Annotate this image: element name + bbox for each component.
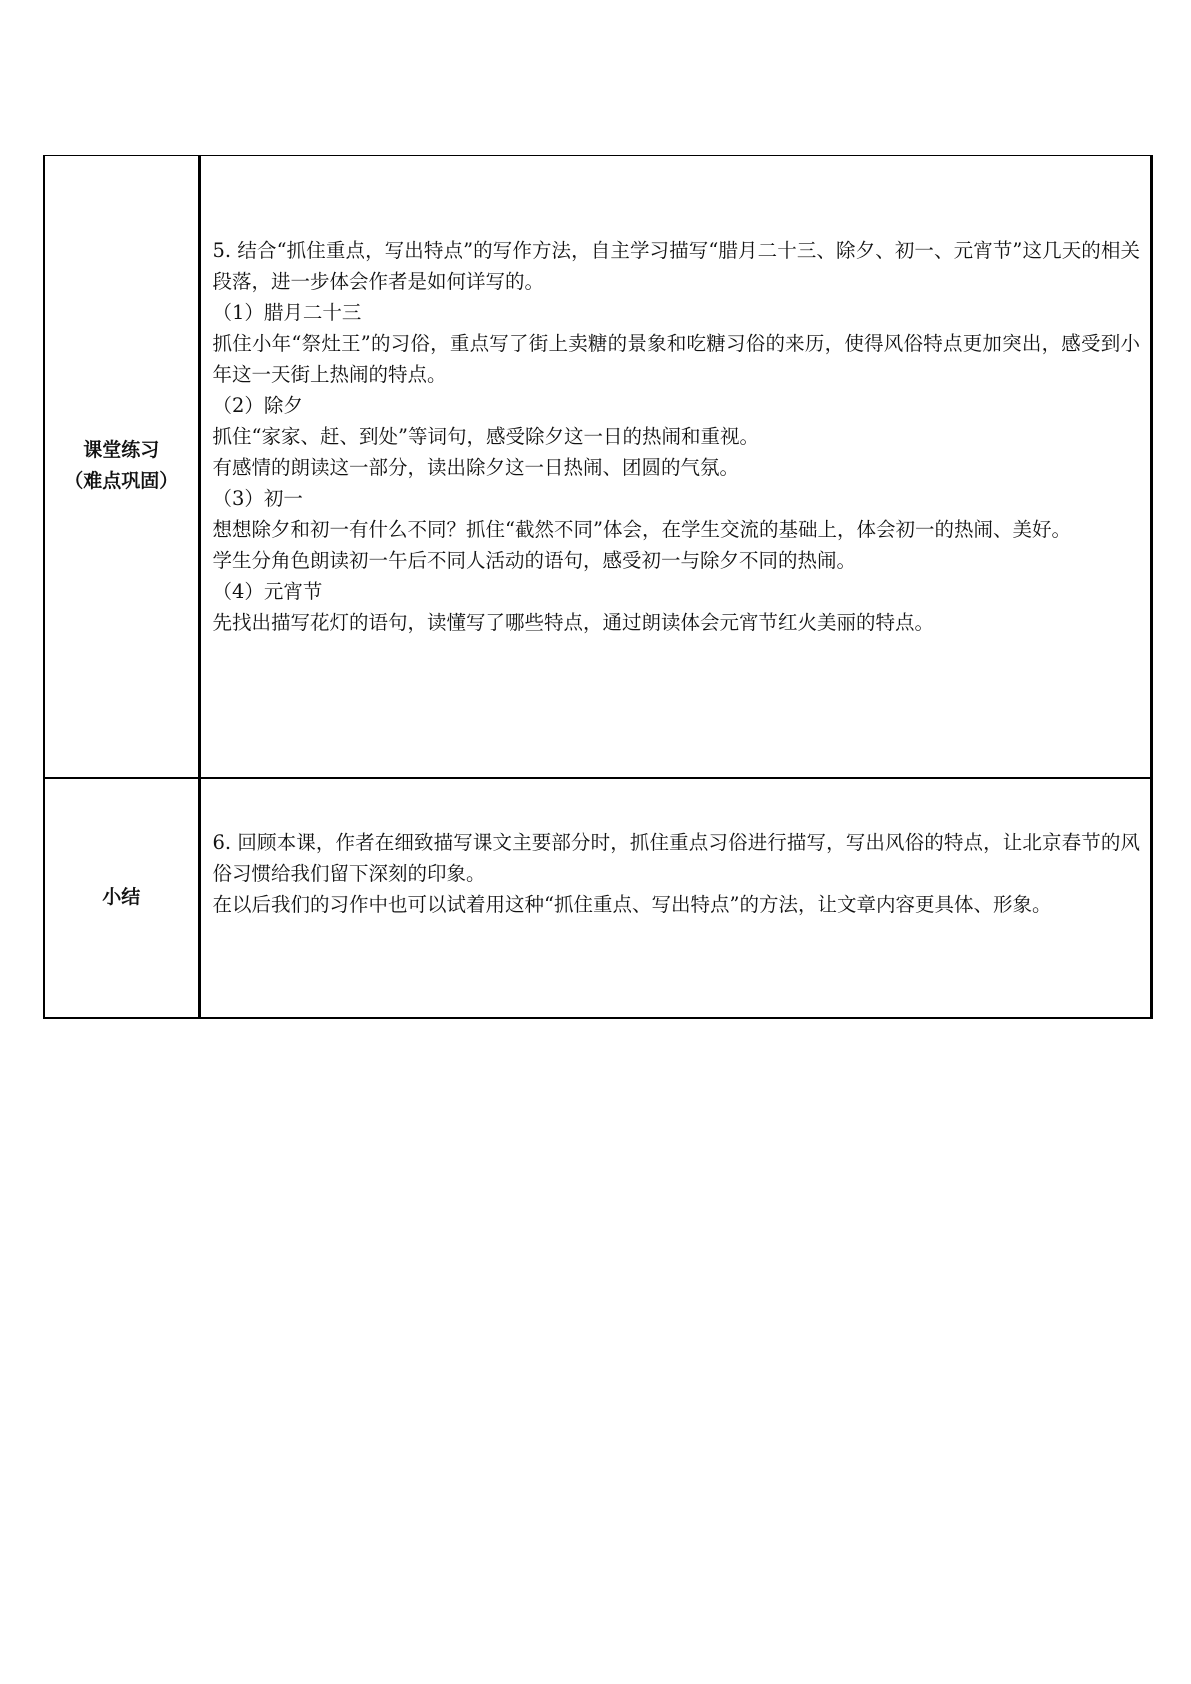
practice-item-5: 5. 结合“抓住重点，写出特点”的写作方法，自主学习描写“腊月二十三、除夕、初一、元宵节”这几天的相关段落，进一步体会作者是如何详写的。	[212, 239, 1140, 293]
summary-label: 小结	[102, 886, 141, 908]
subheading-lunar-23: （1）腊月二十三	[212, 301, 362, 324]
subheading-first-day: （3）初一	[212, 487, 303, 510]
summary-content	[201, 779, 1151, 920]
practice-sublabel: （难点巩固）	[64, 470, 179, 493]
summary-item-6: 6. 回顾本课，作者在细致描写课文主要部分时，抓住重点习俗进行描写，写出风俗的特点，让北京春节的风俗习惯给我们留下深刻的印象。	[212, 830, 1140, 885]
practice-label: 课堂练习	[83, 439, 160, 462]
subheading-lantern-festival: （4）元宵节	[212, 580, 323, 603]
practice-content	[201, 156, 1151, 638]
practice-row	[44, 156, 1152, 778]
practice-content-cell	[199, 156, 1152, 778]
summary-row	[44, 778, 1152, 1018]
summary-label-cell	[44, 778, 199, 1018]
paragraph-first-day-1: 想想除夕和初一有什么不同？抓住“截然不同”体会，在学生交流的基础上，体会初一的热闹、美好。	[212, 518, 1071, 541]
summary-content-cell	[199, 778, 1152, 1018]
summary-paragraph-2: 在以后我们的习作中也可以试着用这种“抓住重点、写出特点”的方法，让文章内容更具体、形象。	[212, 892, 1052, 916]
practice-label-cell	[44, 156, 199, 778]
paragraph-new-year-eve-1: 抓住“家家、赶、到处”等词句，感受除夕这一日的热闹和重视。	[212, 425, 759, 448]
paragraph-new-year-eve-2: 有感情的朗读这一部分，读出除夕这一日热闹、团圆的气氛。	[212, 456, 740, 479]
paragraph-lantern-festival: 先找出描写花灯的语句，读懂写了哪些特点，通过朗读体会元宵节红火美丽的特点。	[212, 611, 935, 634]
paragraph-lunar-23: 抓住小年“祭灶王”的习俗，重点写了街上卖糖的景象和吃糖习俗的来历，使得风俗特点更加突出，感受到小年这一天街上热闹的特点。	[212, 332, 1140, 386]
lesson-plan-table	[43, 155, 1153, 1019]
subheading-new-year-eve: （2）除夕	[212, 394, 303, 417]
paragraph-first-day-2: 学生分角色朗读初一午后不同人活动的语句，感受初一与除夕不同的热闹。	[212, 549, 857, 572]
